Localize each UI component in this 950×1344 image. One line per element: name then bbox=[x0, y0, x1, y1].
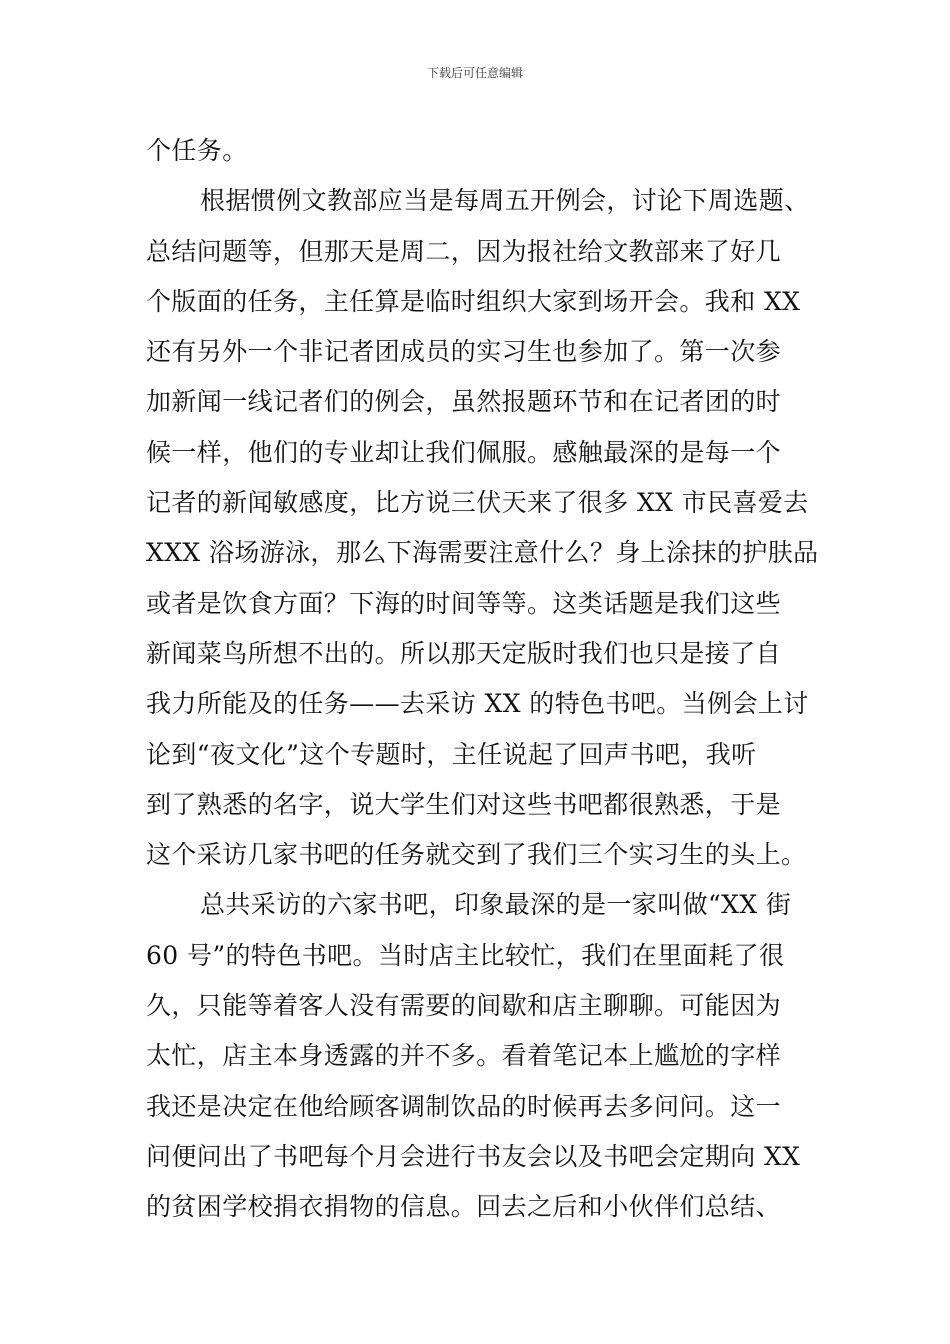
text-line: 个任务。 bbox=[146, 136, 248, 165]
text-line: 我还是决定在他给顾客调制饮品的时候再去多问问。这一 bbox=[146, 1091, 782, 1121]
text-line: 论到“夜文化”这个专题时，主任说起了回声书吧，我听 bbox=[146, 739, 757, 769]
text-line: 个版面的任务，主任算是临时组织大家到场开会。我和 XX bbox=[146, 286, 801, 316]
text-line: 根据惯例文教部应当是每周五开例会，讨论下周选题、 bbox=[200, 186, 810, 216]
text-line: 总共采访的六家书吧，印象最深的是一家叫做“XX 街 bbox=[200, 890, 792, 920]
text-line: 问便问出了书吧每个月会进行书友会以及书吧会定期向 XX bbox=[146, 1141, 801, 1171]
text-line: 新闻菜鸟所想不出的。所以那天定版时我们也只是接了自 bbox=[146, 638, 782, 668]
text-line: 60 号”的特色书吧。当时店主比较忙，我们在里面耗了很 bbox=[146, 940, 785, 970]
text-line: 记者的新闻敏感度，比方说三伏天来了很多 XX 市民喜爱去 bbox=[146, 488, 809, 518]
text-line: 我力所能及的任务——去采访 XX 的特色书吧。当例会上讨 bbox=[146, 689, 809, 719]
text-line: 总结问题等，但那天是周二，因为报社给文教部来了好几 bbox=[146, 236, 782, 266]
text-line: 的贫困学校捐衣捐物的信息。回去之后和小伙伴们总结、 bbox=[146, 1192, 782, 1222]
text-line: XXX 浴场游泳，那么下海需要注意什么？身上涂抹的护肤品 bbox=[146, 538, 819, 568]
text-line: 这个采访几家书吧的任务就交到了我们三个实习生的头上。 bbox=[146, 840, 807, 870]
text-line: 加新闻一线记者们的例会，虽然报题环节和在记者团的时 bbox=[146, 387, 782, 417]
document-body bbox=[146, 126, 826, 1233]
page-header: 下载后可任意编辑 bbox=[426, 66, 523, 80]
text-line: 久，只能等着客人没有需要的间歇和店主聊聊。可能因为 bbox=[146, 991, 782, 1021]
text-line: 到了熟悉的名字，说大学生们对这些书吧都很熟悉，于是 bbox=[146, 789, 782, 819]
text-line: 或者是饮食方面？下海的时间等等。这类话题是我们这些 bbox=[146, 588, 782, 618]
text-line: 太忙，店主本身透露的并不多。看着笔记本上尴尬的字样 bbox=[146, 1041, 782, 1071]
text-line: 候一样，他们的专业却让我们佩服。感触最深的是每一个 bbox=[146, 437, 782, 467]
text-line: 还有另外一个非记者团成员的实习生也参加了。第一次参 bbox=[146, 337, 782, 367]
